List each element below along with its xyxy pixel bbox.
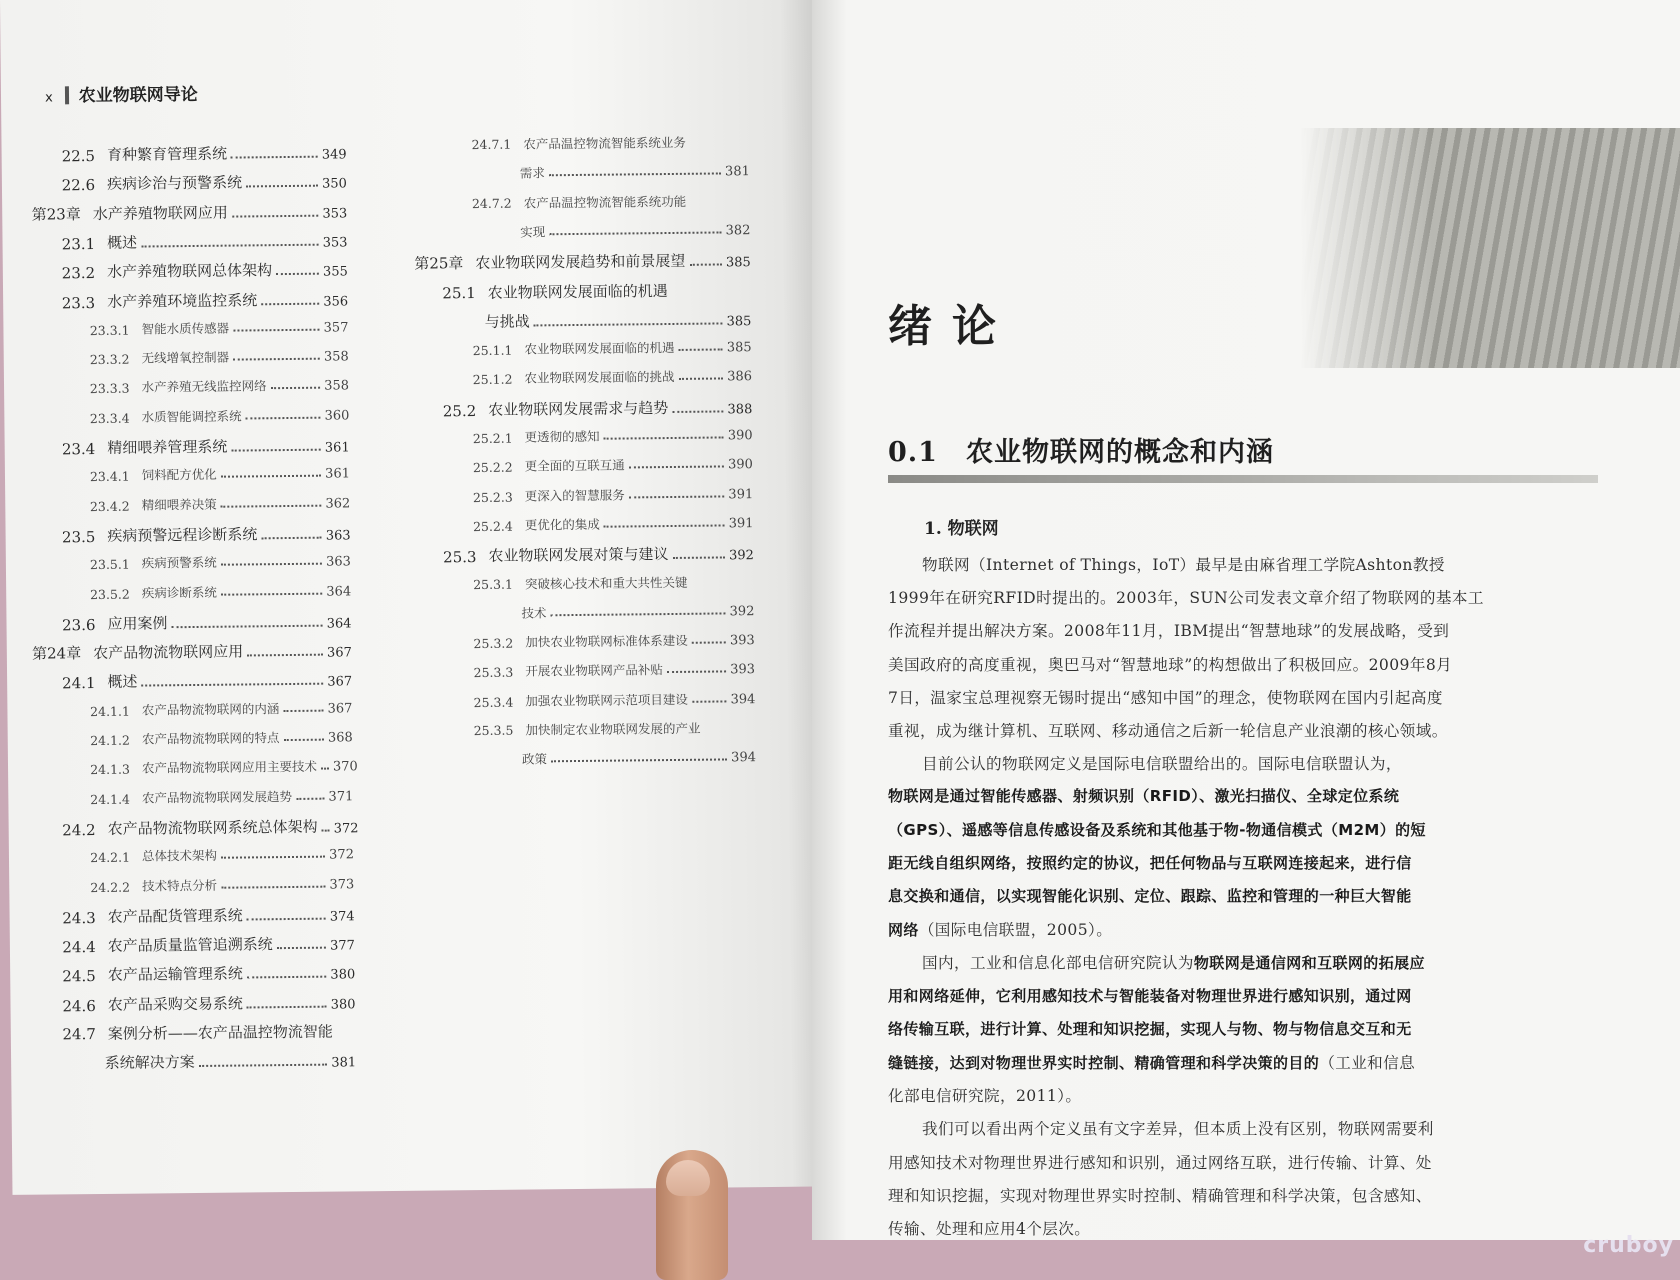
toc-entry [474, 719, 701, 739]
toc-entry-label: 农业物联网发展面临的机遇 [487, 281, 668, 302]
toc-entry-label-cont: 需求 [519, 165, 545, 181]
toc-entry-label: 加强农业物联网示范项目建设 [525, 691, 688, 709]
watermark: cruboy [1583, 1233, 1674, 1258]
toc-entry [62, 932, 355, 956]
toc-entry-number: 25.1.1 [472, 342, 513, 359]
toc-entry-label: 水产养殖无线监控网络 [141, 378, 267, 395]
toc-entry-label: 水产养殖物联网总体架构 [107, 261, 273, 282]
toc-entry [90, 581, 351, 602]
thumbnail [666, 1160, 710, 1196]
toc-page-number: 364 [326, 616, 352, 632]
toc-entry-number: 24.1.3 [90, 761, 131, 778]
toc-entry-number: 25.2.3 [472, 489, 513, 505]
leader-dots [283, 739, 324, 741]
toc-entry [443, 542, 754, 566]
leader-dots [277, 947, 326, 950]
leader-dots [221, 563, 322, 566]
toc-entry-label: 水产养殖环境监控系统 [107, 290, 258, 311]
leader-dots [199, 1064, 328, 1067]
toc-entry [472, 191, 686, 211]
subsection-title: 1. 物联网 [924, 519, 999, 539]
toc-entry-number: 25.2.2 [472, 459, 513, 476]
toc-page-number: 377 [330, 938, 355, 954]
toc-entry [471, 133, 685, 153]
toc-entry-label: 农产品运输管理系统 [107, 964, 243, 985]
toc-column-1 [2, 141, 382, 1073]
toc-page-number: 361 [324, 440, 350, 456]
toc-page-number: 385 [726, 313, 752, 330]
toc-entry-continuation [105, 1050, 357, 1074]
toc-entry [62, 141, 347, 165]
toc-entry [62, 991, 355, 1015]
body-line: 7日，温家宝总理视察无锡时提出“感知中国”的理念，使物联网在国内引起高度 [888, 688, 1443, 707]
leader-dots [221, 475, 321, 478]
toc-entry-label: 突破核心技术和重大共性关键 [524, 574, 688, 592]
toc-page-number: 353 [322, 205, 348, 222]
toc-page-number: 367 [327, 674, 353, 690]
toc-page-number: 363 [325, 554, 351, 570]
leader-dots [141, 244, 319, 248]
toc-page-number: 392 [729, 603, 755, 620]
toc-entry-label: 农产品物流物联网应用 [93, 642, 244, 663]
toc-entry-continuation [520, 220, 750, 240]
toc-entry [62, 229, 348, 253]
toc-entry-number: 25.3.5 [473, 722, 514, 739]
toc-entry-number: 23.3.1 [89, 322, 130, 338]
toc-entry-label: 疾病预警远程诊断系统 [107, 525, 258, 545]
toc-page-number: 370 [332, 759, 358, 775]
toc-entry-label: 开展农业物联网产品补贴 [525, 662, 663, 679]
leader-dots [679, 378, 724, 380]
toc-entry-label: 农业物联网发展需求与趋势 [488, 398, 669, 419]
toc-entry [62, 259, 348, 283]
toc-page-number: 382 [725, 223, 751, 239]
toc-entry-number: 第23章 [31, 204, 81, 224]
toc-entry-label: 无线增氧控制器 [141, 349, 230, 366]
toc-entry [90, 727, 353, 748]
toc-entry-label-cont: 实现 [520, 224, 546, 240]
toc-entry-continuation [522, 747, 756, 767]
leader-dots [221, 592, 323, 595]
toc-entry-label: 智能水质传感器 [141, 320, 230, 337]
leader-dots [549, 231, 721, 235]
toc-entry-continuation [485, 308, 752, 332]
toc-entry [90, 464, 350, 485]
toc-page-number: 391 [728, 486, 754, 502]
leader-dots [549, 173, 721, 177]
leader-dots [142, 683, 324, 687]
toc-page-number: 364 [326, 583, 352, 600]
leader-dots [246, 416, 321, 419]
leader-dots [692, 700, 727, 702]
toc-entry [90, 845, 354, 866]
toc-entry-continuation [521, 601, 754, 621]
toc-entry-label: 技术特点分析 [141, 877, 218, 894]
toc-entry-label: 农产品物流物联网的内涵 [141, 700, 280, 718]
toc-page-number: 386 [727, 369, 753, 385]
leader-dots [322, 829, 330, 831]
leader-dots [246, 185, 318, 188]
toc-entry [62, 171, 347, 195]
toc-entry-number: 22.6 [61, 176, 96, 195]
leader-dots [550, 612, 725, 616]
toc-entry-number: 24.4 [62, 938, 96, 957]
leader-dots [667, 671, 726, 674]
toc-entry-label-cont: 技术 [521, 605, 547, 621]
toc-page-number: 349 [321, 147, 347, 163]
toc-page-number: 357 [323, 320, 349, 336]
toc-entry [62, 1021, 333, 1045]
toc-entry [62, 903, 354, 927]
toc-entry-label: 总体技术架构 [141, 847, 218, 864]
toc-entry-number: 第24章 [31, 644, 82, 663]
toc-entry-number: 23.5 [61, 527, 96, 547]
toc-entry-label: 饲料配方优化 [141, 467, 217, 483]
leader-dots [221, 504, 322, 507]
toc-entry-number: 24.1 [62, 674, 96, 693]
toc-entry-number: 25.3.2 [473, 635, 514, 652]
toc-entry [32, 639, 352, 663]
toc-page-number: 371 [328, 788, 354, 805]
running-head [45, 80, 198, 107]
toc-entry [473, 484, 753, 505]
toc-entry [473, 367, 752, 388]
toc-page-number: 394 [731, 750, 757, 766]
toc-entry-label: 农业物联网发展面临的机遇 [524, 340, 675, 357]
toc-entry-number: 24.5 [62, 967, 96, 986]
toc-entry-number: 25.2 [442, 401, 477, 421]
toc-entry [414, 249, 751, 274]
toc-entry-continuation [520, 161, 750, 181]
toc-entry-number: 23.1 [61, 234, 96, 254]
body-line: 距无线自组织网络，按照约定的协议，把任何物品与互联网连接起来，进行信 [888, 853, 1412, 872]
toc-entry-number: 25.2.4 [472, 518, 513, 534]
toc-entry-number: 25.1 [442, 283, 476, 302]
toc-entry-number: 25.3.4 [473, 694, 514, 710]
toc-entry-label: 农产品物流物联网应用主要技术 [141, 759, 318, 776]
toc-entry [90, 698, 352, 719]
toc-entry [473, 630, 754, 651]
toc-entry-number: 25.3.1 [473, 576, 513, 592]
toc-entry [90, 346, 349, 367]
toc-entry-label: 疾病诊断系统 [141, 584, 217, 601]
toc-entry-label: 加快制定农业物联网发展的产业 [525, 720, 701, 738]
toc-entry-label: 农业物联网发展面临的挑战 [524, 369, 675, 386]
toc-entry-label: 更全面的互联互通 [524, 457, 625, 474]
toc-column-2 [414, 132, 811, 767]
toc-entry [90, 405, 350, 426]
toc-entry-label: 疾病诊治与预警系统 [106, 173, 243, 194]
toc-entry-label: 育种繁育管理系统 [106, 144, 228, 164]
toc-entry [62, 815, 359, 840]
chapter-banner-image [1300, 128, 1680, 368]
toc-entry-label: 农产品温控物流智能系统业务 [523, 134, 686, 152]
toc-entry-label: 农业物联网发展对策与建议 [488, 545, 669, 566]
toc-page-number: 381 [724, 164, 750, 180]
toc-page-number: 394 [730, 691, 756, 708]
toc-page-number: 390 [728, 457, 753, 473]
toc-entry [32, 200, 348, 224]
toc-entry [443, 396, 753, 420]
leader-dots [233, 328, 320, 331]
body-line: 络传输互联，进行计算、处理和知识挖掘，实现人与物、物与物信息交互和无 [888, 1019, 1412, 1038]
leader-dots [233, 358, 320, 361]
body-line: 国内，工业和信息化部电信研究院认为物联网是通信网和互联网的拓展应 [922, 954, 1425, 973]
body-line: 化部电信研究院，2011）。 [888, 1087, 1082, 1106]
toc-page-number: 372 [329, 847, 355, 863]
leader-dots [271, 387, 321, 390]
toc-entry [62, 610, 352, 634]
body-line: 目前公认的物联网定义是国际电信联盟给出的。国际电信联盟认为， [922, 755, 1402, 774]
body-line: 1999年在研究RFID时提出的。2003年，SUN公司发表文章介绍了物联网的基本工 [888, 589, 1484, 608]
toc-page-number: 393 [730, 662, 756, 678]
toc-entry-number: 23.4.2 [89, 498, 130, 514]
chapter-title: 绪论 [888, 301, 1016, 352]
toc-entry [62, 522, 351, 546]
toc-entry-number: 23.5.1 [89, 556, 130, 573]
toc-entry-number: 25.3.3 [473, 665, 514, 681]
toc-entry-number: 23.3.2 [89, 351, 130, 368]
leader-dots [247, 654, 323, 657]
toc-page-number: 367 [326, 645, 352, 661]
toc-entry-label: 更透彻的感知 [524, 428, 600, 445]
toc-entry-number: 24.3 [62, 908, 96, 928]
leader-dots [276, 273, 319, 275]
toc-entry-label: 更深入的智慧服务 [524, 487, 625, 504]
leader-dots [231, 156, 318, 159]
toc-page-number: 391 [728, 516, 754, 532]
toc-entry [473, 425, 753, 446]
toc-page-number: 385 [726, 340, 752, 356]
toc-entry [62, 288, 349, 312]
toc-entry-number: 25.3 [443, 548, 477, 567]
toc-page-number: 353 [322, 235, 348, 251]
body-line: 重视，成为继计算机、互联网、移动通信之后新一轮信息产业浪潮的核心领域。 [888, 722, 1448, 740]
toc-page-number: 355 [322, 264, 348, 280]
page-number: x [44, 90, 53, 106]
body-line: 美国政府的高度重视，奥巴马对“智慧地球”的构想做出了积极回应。2009年8月 [888, 655, 1453, 674]
toc-page-number: 374 [329, 909, 355, 925]
left-page [0, 0, 824, 1195]
body-line: 物联网是通过智能传感器、射频识别（RFID）、激光扫描仪、全球定位系统 [888, 787, 1400, 806]
toc-entry-number: 24.2.1 [90, 849, 131, 866]
leader-dots [321, 768, 329, 770]
toc-page-number: 393 [729, 633, 755, 649]
body-line: 用感知技术对物理世界进行感知和识别，通过网络互联，进行传输、计算、处 [888, 1153, 1432, 1172]
toc-entry-label: 农产品物流物联网的特点 [141, 730, 280, 747]
book-title: 农业物联网导论 [78, 84, 198, 107]
leader-dots [232, 214, 319, 217]
toc-entry [90, 757, 358, 778]
toc-entry-label: 农业物联网发展趋势和前景展望 [475, 252, 686, 273]
toc-entry-label: 农产品采购交易系统 [107, 994, 243, 1014]
toc-page-number: 380 [330, 967, 356, 983]
leader-dots [629, 466, 724, 469]
leader-dots [678, 349, 722, 351]
toc-entry-label: 精细喂养决策 [141, 496, 217, 513]
toc-entry [473, 572, 687, 592]
toc-entry-number: 24.1.4 [90, 791, 131, 807]
leader-dots [247, 917, 326, 920]
toc-page-number: 360 [324, 408, 350, 424]
toc-entry [62, 434, 350, 458]
leader-dots [673, 557, 726, 560]
leader-dots [261, 537, 321, 540]
leader-dots [261, 302, 319, 305]
toc-entry-number: 23.3 [61, 293, 96, 312]
toc-entry-number: 24.7.1 [471, 136, 512, 153]
toc-entry-label: 疾病预警系统 [141, 554, 217, 571]
toc-entry-number: 24.2 [62, 820, 96, 840]
toc-page-number: 358 [323, 349, 349, 365]
leader-dots [247, 1005, 327, 1008]
leader-dots [296, 797, 325, 799]
toc-entry-number: 24.7.2 [471, 195, 512, 211]
body-line: 用和网络延伸，它利用感知技术与智能装备对物理世界进行感知识别，通过网 [888, 986, 1412, 1005]
toc-page-number: 358 [324, 378, 350, 395]
toc-entry-number: 22.5 [61, 147, 96, 166]
leader-dots [247, 976, 327, 979]
toc-page-number: 350 [322, 176, 348, 192]
toc-page-number: 372 [333, 821, 359, 837]
leader-dots [604, 524, 725, 527]
toc-entry-label: 水产养殖物联网应用 [92, 203, 228, 223]
toc-entry-label: 农产品温控物流智能系统功能 [523, 193, 687, 211]
header-bar [65, 86, 69, 104]
toc-entry-number: 23.5.2 [89, 586, 130, 602]
toc-entry-label-cont: 与挑战 [484, 312, 530, 331]
toc-entry-number: 25.1.2 [472, 372, 513, 388]
toc-entry [442, 280, 668, 303]
toc-entry-label: 加快农业物联网标准体系建设 [525, 632, 688, 650]
leader-dots [283, 709, 323, 711]
toc-entry [474, 689, 756, 710]
toc-entry-number: 24.2.2 [90, 879, 131, 895]
toc-entry [62, 962, 355, 986]
toc-entry [473, 454, 753, 475]
toc-entry-label: 农产品物流物联网发展趋势 [141, 788, 293, 806]
leader-dots [221, 885, 325, 888]
toc-page-number: 385 [725, 255, 751, 271]
toc-page-number: 368 [327, 730, 353, 746]
toc-entry-number: 24.1.1 [90, 703, 130, 719]
body-line: （GPS）、遥感等信息传感设备及系统和其他基于物-物通信模式（M2M）的短 [888, 820, 1426, 839]
body-line: 传输、处理和应用4个层次。 [888, 1220, 1091, 1238]
toc-entry [90, 786, 353, 807]
right-page [812, 0, 1680, 1240]
toc-page-number: 392 [728, 548, 754, 564]
toc-entry-label: 案例分析——农产品温控物流智能 [107, 1022, 333, 1043]
body-line: 作流程并提出解决方案。2008年11月，IBM提出“智慧地球”的发展战略，受到 [888, 622, 1450, 641]
toc-entry-label: 精细喂养管理系统 [107, 437, 228, 457]
section-rule [888, 475, 1598, 483]
leader-dots [221, 856, 325, 859]
toc-entry-number: 23.3.3 [89, 381, 130, 397]
toc-entry [90, 317, 349, 338]
toc-entry-number: 23.3.4 [89, 410, 130, 426]
leader-dots [604, 436, 724, 439]
toc-entry [473, 513, 754, 534]
toc-entry-number: 23.2 [61, 264, 96, 283]
toc-entry [90, 874, 354, 895]
leader-dots [689, 264, 722, 266]
toc-entry-label: 农产品质量监管追溯系统 [107, 935, 273, 956]
toc-entry [62, 669, 352, 693]
toc-entry-label: 概述 [107, 233, 138, 252]
leader-dots [551, 759, 727, 763]
leader-dots [629, 495, 725, 498]
toc-page-number: 388 [727, 401, 753, 418]
toc-entry-label: 水质智能调控系统 [141, 408, 242, 425]
toc-page-number: 381 [331, 1055, 357, 1071]
toc-page-number: 356 [323, 293, 349, 310]
toc-page-number: 390 [727, 428, 753, 444]
leader-dots [672, 410, 723, 413]
toc-entry-number: 第25章 [414, 254, 464, 273]
toc-page-number: 367 [327, 701, 353, 717]
leader-dots [534, 322, 723, 326]
toc-entry-label: 农产品物流物联网系统总体架构 [107, 817, 318, 838]
body-line: 缝链接，达到对物理世界实时控制、精确管理和科学决策的目的（工业和信息 [888, 1054, 1416, 1072]
body-line: 网络（国际电信联盟，2005）。 [888, 921, 1113, 940]
toc-entry [473, 660, 755, 681]
toc-page-number: 363 [325, 528, 351, 544]
toc-entry-number: 23.6 [61, 615, 96, 635]
section-title: 0.1 农业物联网的概念和内涵 [888, 437, 1274, 468]
toc-entry-number: 24.7 [62, 1025, 96, 1044]
toc-entry [90, 552, 351, 573]
toc-entry [90, 376, 349, 397]
toc-entry-number: 24.6 [62, 996, 96, 1016]
toc-entry-number: 23.4.1 [89, 468, 130, 485]
body-line: 我们可以看出两个定义虽有文字差异，但本质上没有区别，物联网需要利 [922, 1120, 1434, 1139]
leader-dots [692, 642, 726, 644]
toc-page-number: 361 [325, 466, 351, 482]
toc-entry-number: 24.1.2 [90, 732, 130, 749]
toc-entry-label: 农产品配货管理系统 [107, 906, 243, 926]
toc-entry-label: 应用案例 [107, 614, 168, 633]
body-line: 理和知识挖掘，实现对物理世界实时控制、精确管理和科学决策，包含感知、 [888, 1186, 1432, 1205]
toc-page-number: 362 [325, 495, 351, 512]
body-line: 息交换和通信，以实现智能化识别、定位、跟踪、监控和管理的一种巨大智能 [888, 887, 1412, 905]
body-line: 物联网（Internet of Things，IoT）最早是由麻省理工学院Ashton教授 [922, 556, 1445, 574]
toc-entry-number: 25.2.1 [472, 430, 513, 447]
leader-dots [172, 624, 323, 628]
toc-page-number: 373 [329, 876, 355, 893]
toc-entry-label: 更优化的集成 [524, 516, 600, 533]
toc-entry-label-cont: 政策 [521, 751, 548, 767]
toc-entry-number: 23.4 [61, 440, 96, 459]
leader-dots [231, 449, 321, 452]
toc-entry-label: 概述 [107, 672, 138, 692]
toc-page-number: 380 [330, 997, 356, 1013]
toc-entry [473, 337, 752, 358]
toc-entry-label-cont: 系统解决方案 [104, 1053, 195, 1073]
toc-entry [90, 493, 351, 514]
